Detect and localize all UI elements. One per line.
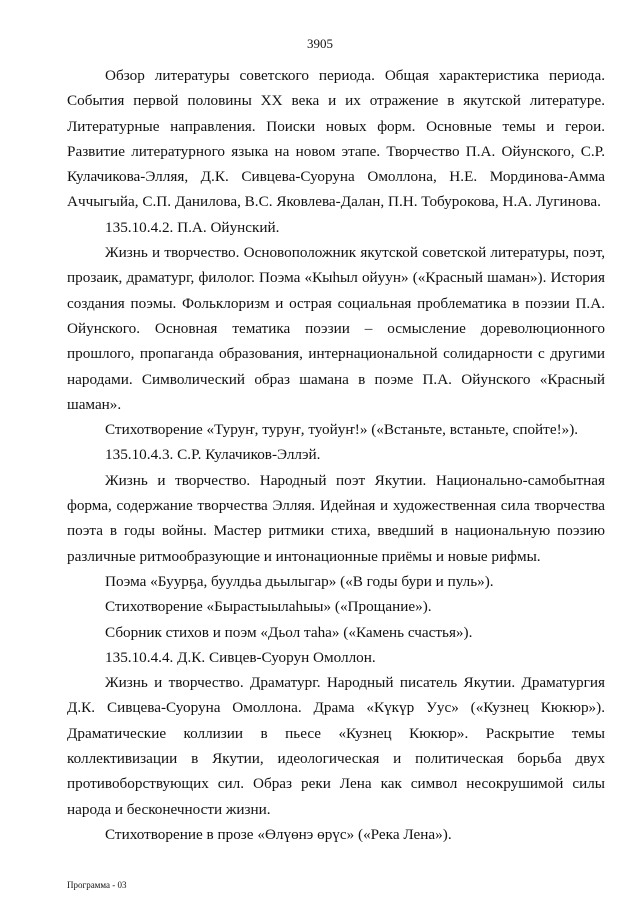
work-item-proshanie: Стихотворение «Бырастыылаһыы» («Прощание»). (105, 598, 432, 616)
paragraph-kulachikov-life: Жизнь и творчество. Народный поэт Якутии. Национально-самобытная форма, содержание творчества Элляя. Идейная и художественная сила творчества поэта в годы войны. Мастер ритмики стиха, введший в национальную поэзию различные ритмообразующие и интонационные приёмы и новые рифмы. (67, 471, 605, 565)
work-item-buurga: Поэма «Буурҕа, буулдьа дьылыгар» («В годы бури и пуль»). (105, 572, 494, 590)
section-heading-sivtsev: 135.10.4.4. Д.К. Сивцев-Суорун Омоллон. (105, 648, 376, 666)
paragraph-oyunsky-life: Жизнь и творчество. Основоположник якутской советской литературы, поэт, прозаик, драматург, филолог. Поэма «Кыһыл ойуун» («Красный шаман»). История создания поэмы. Фольклоризм и острая социальная проблематика в поэзии П.А. Ойунского. Основная тематика поэзии – осмысление дореволюционного прошлого, пропаганда образования, интернациональной солидарности с другими народами. Символический образ шамана в поэме П.А. Ойунского «Красный шаман». (67, 244, 605, 413)
document-body (67, 63, 605, 847)
work-item-turun: Стихотворение «Туруҥ, туруҥ, туойуҥ!» («Встаньте, встаньте, спойте!»). (105, 421, 579, 439)
work-item-kamen: Сборник стихов и поэм «Дьол таһа» («Камень счастья»). (105, 623, 473, 641)
section-heading-kulachikov: 135.10.4.3. С.Р. Кулачиков-Эллэй. (105, 446, 321, 464)
page-number: 3905 (307, 36, 333, 51)
paragraph-overview: Обзор литературы советского периода. Общая характеристика периода. События первой половины XX века и их отражение в якутской литературе. Литературные направления. Поиски новых форм. Основные темы и герои. Развитие литературного языка на новом этапе. Творчество П.А. Ойунского, С.Р. Кулачикова-Элляя, Д.К. Сивцева-Суоруна Омоллона, Н.Е. Мординова-Амма Аччыгыйа, С.П. Данилова, В.С. Яковлева-Далан, П.Н. Тобурокова, Н.А. Лугинова. (67, 67, 605, 211)
page-footer: Программа - 03 (67, 880, 127, 890)
work-item-reka-lena: Стихотворение в прозе «Өлүөнэ өрүс» («Река Лена»). (105, 825, 452, 843)
section-heading-oyunsky: 135.10.4.2. П.А. Ойунский. (105, 218, 280, 236)
paragraph-sivtsev-life: Жизнь и творчество. Драматург. Народный писатель Якутии. Драматургия Д.К. Сивцева-Суоруна Омоллона. Драма «Күкүр Уус» («Кузнец Кюкюр»). Драматические коллизии в пьесе «Кузнец Кюкюр». Раскрытие темы коллективизации в Якутии, идеологическая и политическая борьба двух противоборствующих сил. Образ реки Лена как символ несокрушимой силы народа и бесконечности жизни. (67, 674, 605, 818)
